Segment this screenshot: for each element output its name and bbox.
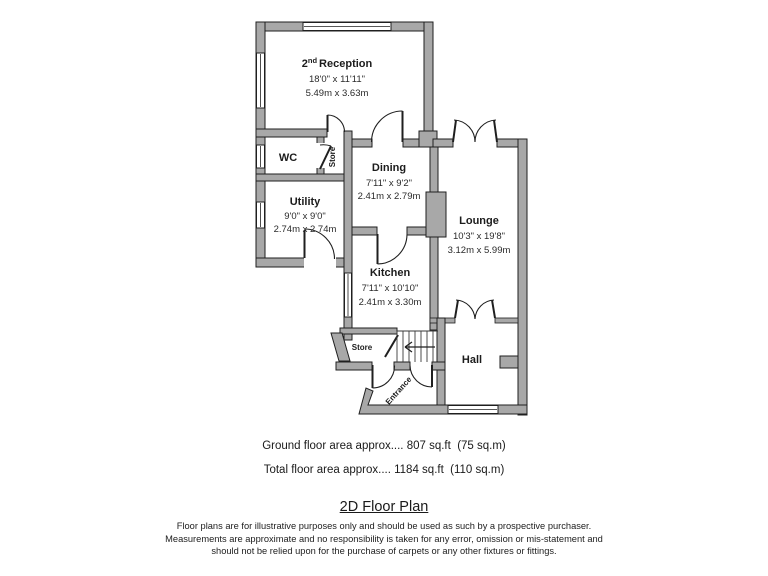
svg-text:18'0" x 11'11": 18'0" x 11'11"	[309, 74, 365, 85]
room-label-utility	[274, 196, 337, 235]
room-label-kitchen	[359, 267, 422, 308]
door-reception-dining	[372, 111, 403, 142]
svg-text:Utility: Utility	[289, 196, 321, 208]
staircase	[397, 331, 438, 362]
svg-text:5.49m x 3.63m: 5.49m x 3.63m	[305, 88, 369, 99]
room-label-entrance: Entrance	[383, 374, 414, 407]
door-dining-kitchen	[378, 234, 408, 264]
door-reception-store	[328, 115, 345, 132]
room-label-dining	[358, 162, 421, 202]
stairs-direction-arrow	[405, 342, 435, 352]
french-doors-lounge	[453, 120, 497, 142]
room-label-store-bottom: Store	[351, 343, 373, 352]
total-floor-area-text: Total floor area approx.... 1184 sq.ft (110 sq.m)	[263, 464, 505, 476]
svg-text:Dining: Dining	[371, 162, 407, 174]
ground-floor-area-text: Ground floor area approx.... 807 sq.ft (75 sq.m)	[262, 440, 506, 452]
svg-text:7'11" x 9'2": 7'11" x 9'2"	[365, 178, 413, 189]
svg-text:Kitchen: Kitchen	[369, 267, 411, 279]
room-labels	[274, 56, 511, 406]
svg-text:2.74m x 2.74m: 2.74m x 2.74m	[273, 224, 337, 235]
window-utility-left	[257, 202, 265, 228]
window-wc-left	[257, 145, 265, 168]
disclaimer-line-2: Measurements are approximate and no responsibility is taken for any error, omission or mis-statement and	[165, 533, 603, 544]
svg-text:10'3" x 19'8": 10'3" x 19'8"	[452, 231, 506, 242]
window-kitchen-left	[345, 273, 352, 317]
double-doors-lounge-hall	[455, 300, 495, 319]
window-reception-left	[257, 53, 265, 108]
hall-radiator	[500, 356, 518, 368]
door-store-bottom	[385, 335, 398, 357]
svg-text:Lounge: Lounge	[459, 215, 499, 227]
room-label-hall: Hall	[461, 354, 483, 366]
door-porch-front	[410, 365, 432, 387]
svg-text:7'11" x 10'10": 7'11" x 10'10"	[361, 283, 419, 294]
svg-text:2.41m x 3.30m: 2.41m x 3.30m	[358, 297, 422, 308]
window-reception-top	[303, 23, 391, 31]
door-porch-inner	[373, 365, 395, 388]
plan-title: 2D Floor Plan	[339, 499, 429, 515]
room-label-reception	[302, 56, 373, 99]
svg-text:9'0" x 9'0": 9'0" x 9'0"	[284, 211, 326, 222]
svg-text:3.12m x 5.99m: 3.12m x 5.99m	[447, 245, 511, 256]
window-hall-bottom	[448, 406, 498, 414]
svg-text:2.41m x 2.79m: 2.41m x 2.79m	[357, 191, 421, 202]
disclaimer-line-3: should not be relied upon for the purchase of carpets or any other fixtures or fittings.	[211, 546, 557, 556]
room-label-store-top: Store	[328, 146, 337, 168]
room-label-wc: WC	[278, 152, 298, 164]
chimney-breast	[426, 192, 446, 237]
room-label-lounge	[448, 215, 511, 256]
disclaimer-line-1: Floor plans are for illustrative purposes only and should be used as such by a prospective purchaser.	[176, 521, 592, 531]
svg-text:2ndReception: 2nd Reception	[301, 56, 373, 70]
